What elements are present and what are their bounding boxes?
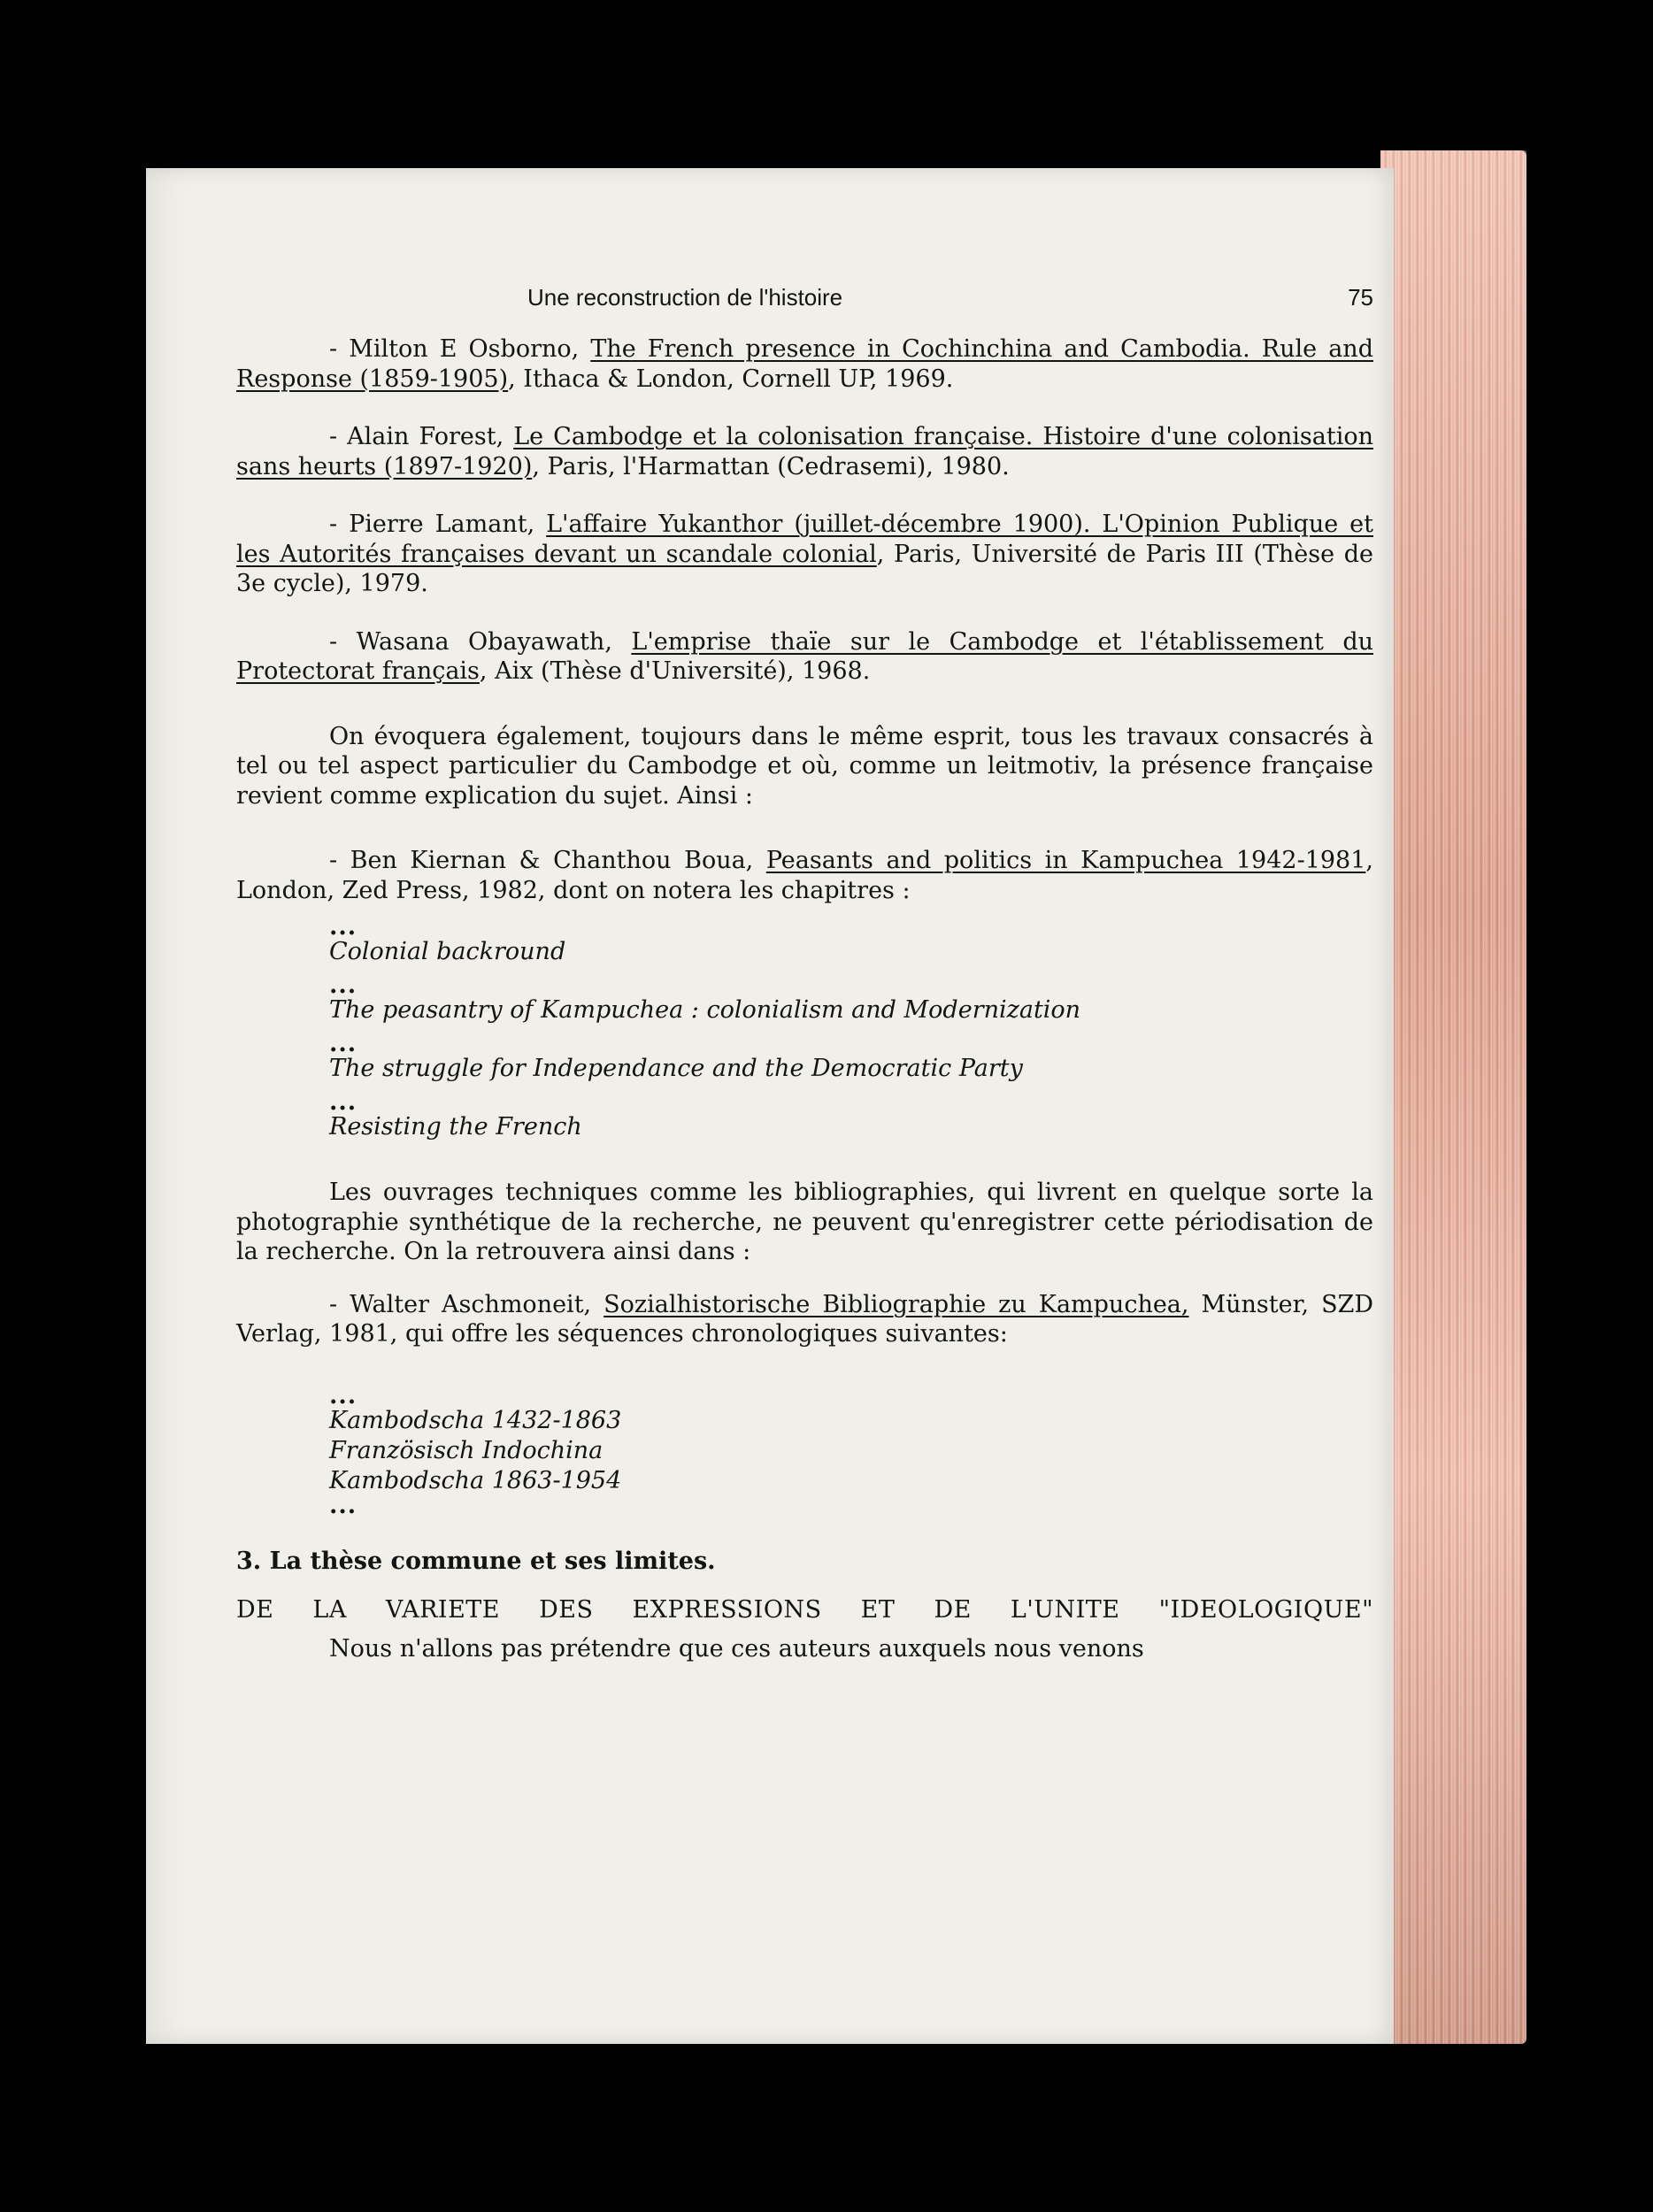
page-edges — [1380, 150, 1526, 2044]
page-content — [236, 283, 1373, 1663]
reference-title: The French presence in Cochinchina and Cambodia. Rule and Response (1859-1905) — [236, 335, 1373, 393]
reference-aschmoneit — [236, 1290, 1373, 1349]
section-subtitle: DE LA VARIETE DES EXPRESSIONS ET DE L'UNITE "IDEOLOGIQUE" — [236, 1596, 1373, 1624]
chapter-title: The peasantry of Kampuchea : colonialism and Modernization — [329, 996, 1081, 1024]
section-title: 3. La thèse commune et ses limites. — [236, 1547, 716, 1575]
chapter-title: Colonial backround — [329, 938, 566, 965]
chapter-title: The struggle for Independance and the Democratic Party — [329, 1055, 1023, 1082]
body-paragraph-1: On évoquera également, toujours dans le même esprit, tous les travaux consacrés à tel ou tel aspect particulier du Cambodge et où, comme un leitmotiv, la présence française revient comme explication du sujet. Ainsi : — [236, 722, 1373, 810]
reference-osborne — [236, 334, 1373, 394]
reference-details: , Paris, l'Harmattan (Cedrasemi), 1980. — [532, 452, 1010, 480]
reference-details: , Ithaca & London, Cornell UP, 1969. — [508, 365, 954, 393]
reference-forest — [236, 422, 1373, 481]
reference-details: , Paris, Université de Paris III (Thèse de 3e cycle), 1979. — [236, 540, 1373, 597]
running-title: Une reconstruction de l'histoire — [527, 284, 843, 311]
reference-author: - Alain Forest, — [329, 423, 514, 450]
closing-paragraph: Nous n'allons pas prétendre que ces auteurs auxquels nous venons — [329, 1634, 1144, 1663]
reference-lamant — [236, 510, 1373, 599]
page-number: 75 — [1348, 284, 1373, 311]
reference-title: Le Cambodge et la colonisation française. Histoire d'une colonisation sans heurts (1897-1920) — [236, 423, 1374, 480]
body-paragraph-2: Les ouvrages techniques comme les bibliographies, qui livrent en quelque sorte la photographie synthétique de la recherche, ne peuvent qu'enregistrer cette périodisation de la recherche. On la retrouvera ainsi dans : — [236, 1179, 1373, 1265]
reference-details: , Aix (Thèse d'Université), 1968. — [479, 657, 871, 685]
reference-title: Peasants and politics in Kampuchea 1942-1981 — [765, 847, 1366, 874]
running-head — [236, 283, 1373, 319]
reference-details: , London, Zed Press, 1982, dont on notera les chapitres : — [236, 847, 1373, 904]
book-page — [146, 168, 1394, 2044]
reference-details: Münster, SZD Verlag, 1981, qui offre les séquences chronologiques suivantes: — [236, 1290, 1374, 1348]
reference-title: L'emprise thaïe sur le Cambodge et l'établissement du Protectorat français — [236, 627, 1373, 685]
sequence-item: Kambodscha 1432-1863 — [329, 1406, 622, 1434]
ellipsis: ... — [329, 1088, 358, 1116]
ellipsis: ... — [329, 972, 358, 999]
sequence-item: Französisch Indochina — [329, 1436, 604, 1464]
ellipsis: ... — [329, 913, 358, 941]
ellipsis: ... — [329, 1030, 358, 1057]
ellipsis: ... — [329, 1381, 358, 1409]
chapter-list — [329, 913, 1373, 1142]
reference-kiernan — [236, 846, 1373, 905]
sequence-list — [329, 1381, 1373, 1519]
chapter-title: Resisting the French — [329, 1113, 582, 1141]
sequence-item: Kambodscha 1863-1954 — [329, 1466, 622, 1494]
reference-author: - Wasana Obayawath, — [329, 627, 632, 656]
reference-author: - Pierre Lamant, — [329, 511, 547, 538]
reference-title: Sozialhistorische Bibliographie zu Kampuchea, — [604, 1290, 1189, 1318]
reference-obayawath — [236, 627, 1373, 687]
reference-title: L'affaire Yukanthor (juillet-décembre 1900). L'Opinion Publique et les Autorités françaises devant un scandale colonial — [236, 511, 1374, 568]
reference-author: - Walter Aschmoneit, — [329, 1290, 604, 1318]
reference-author: - Milton E Osborno, — [329, 335, 591, 363]
reference-author: - Ben Kiernan & Chanthou Boua, — [329, 847, 766, 874]
ellipsis: ... — [329, 1491, 358, 1519]
